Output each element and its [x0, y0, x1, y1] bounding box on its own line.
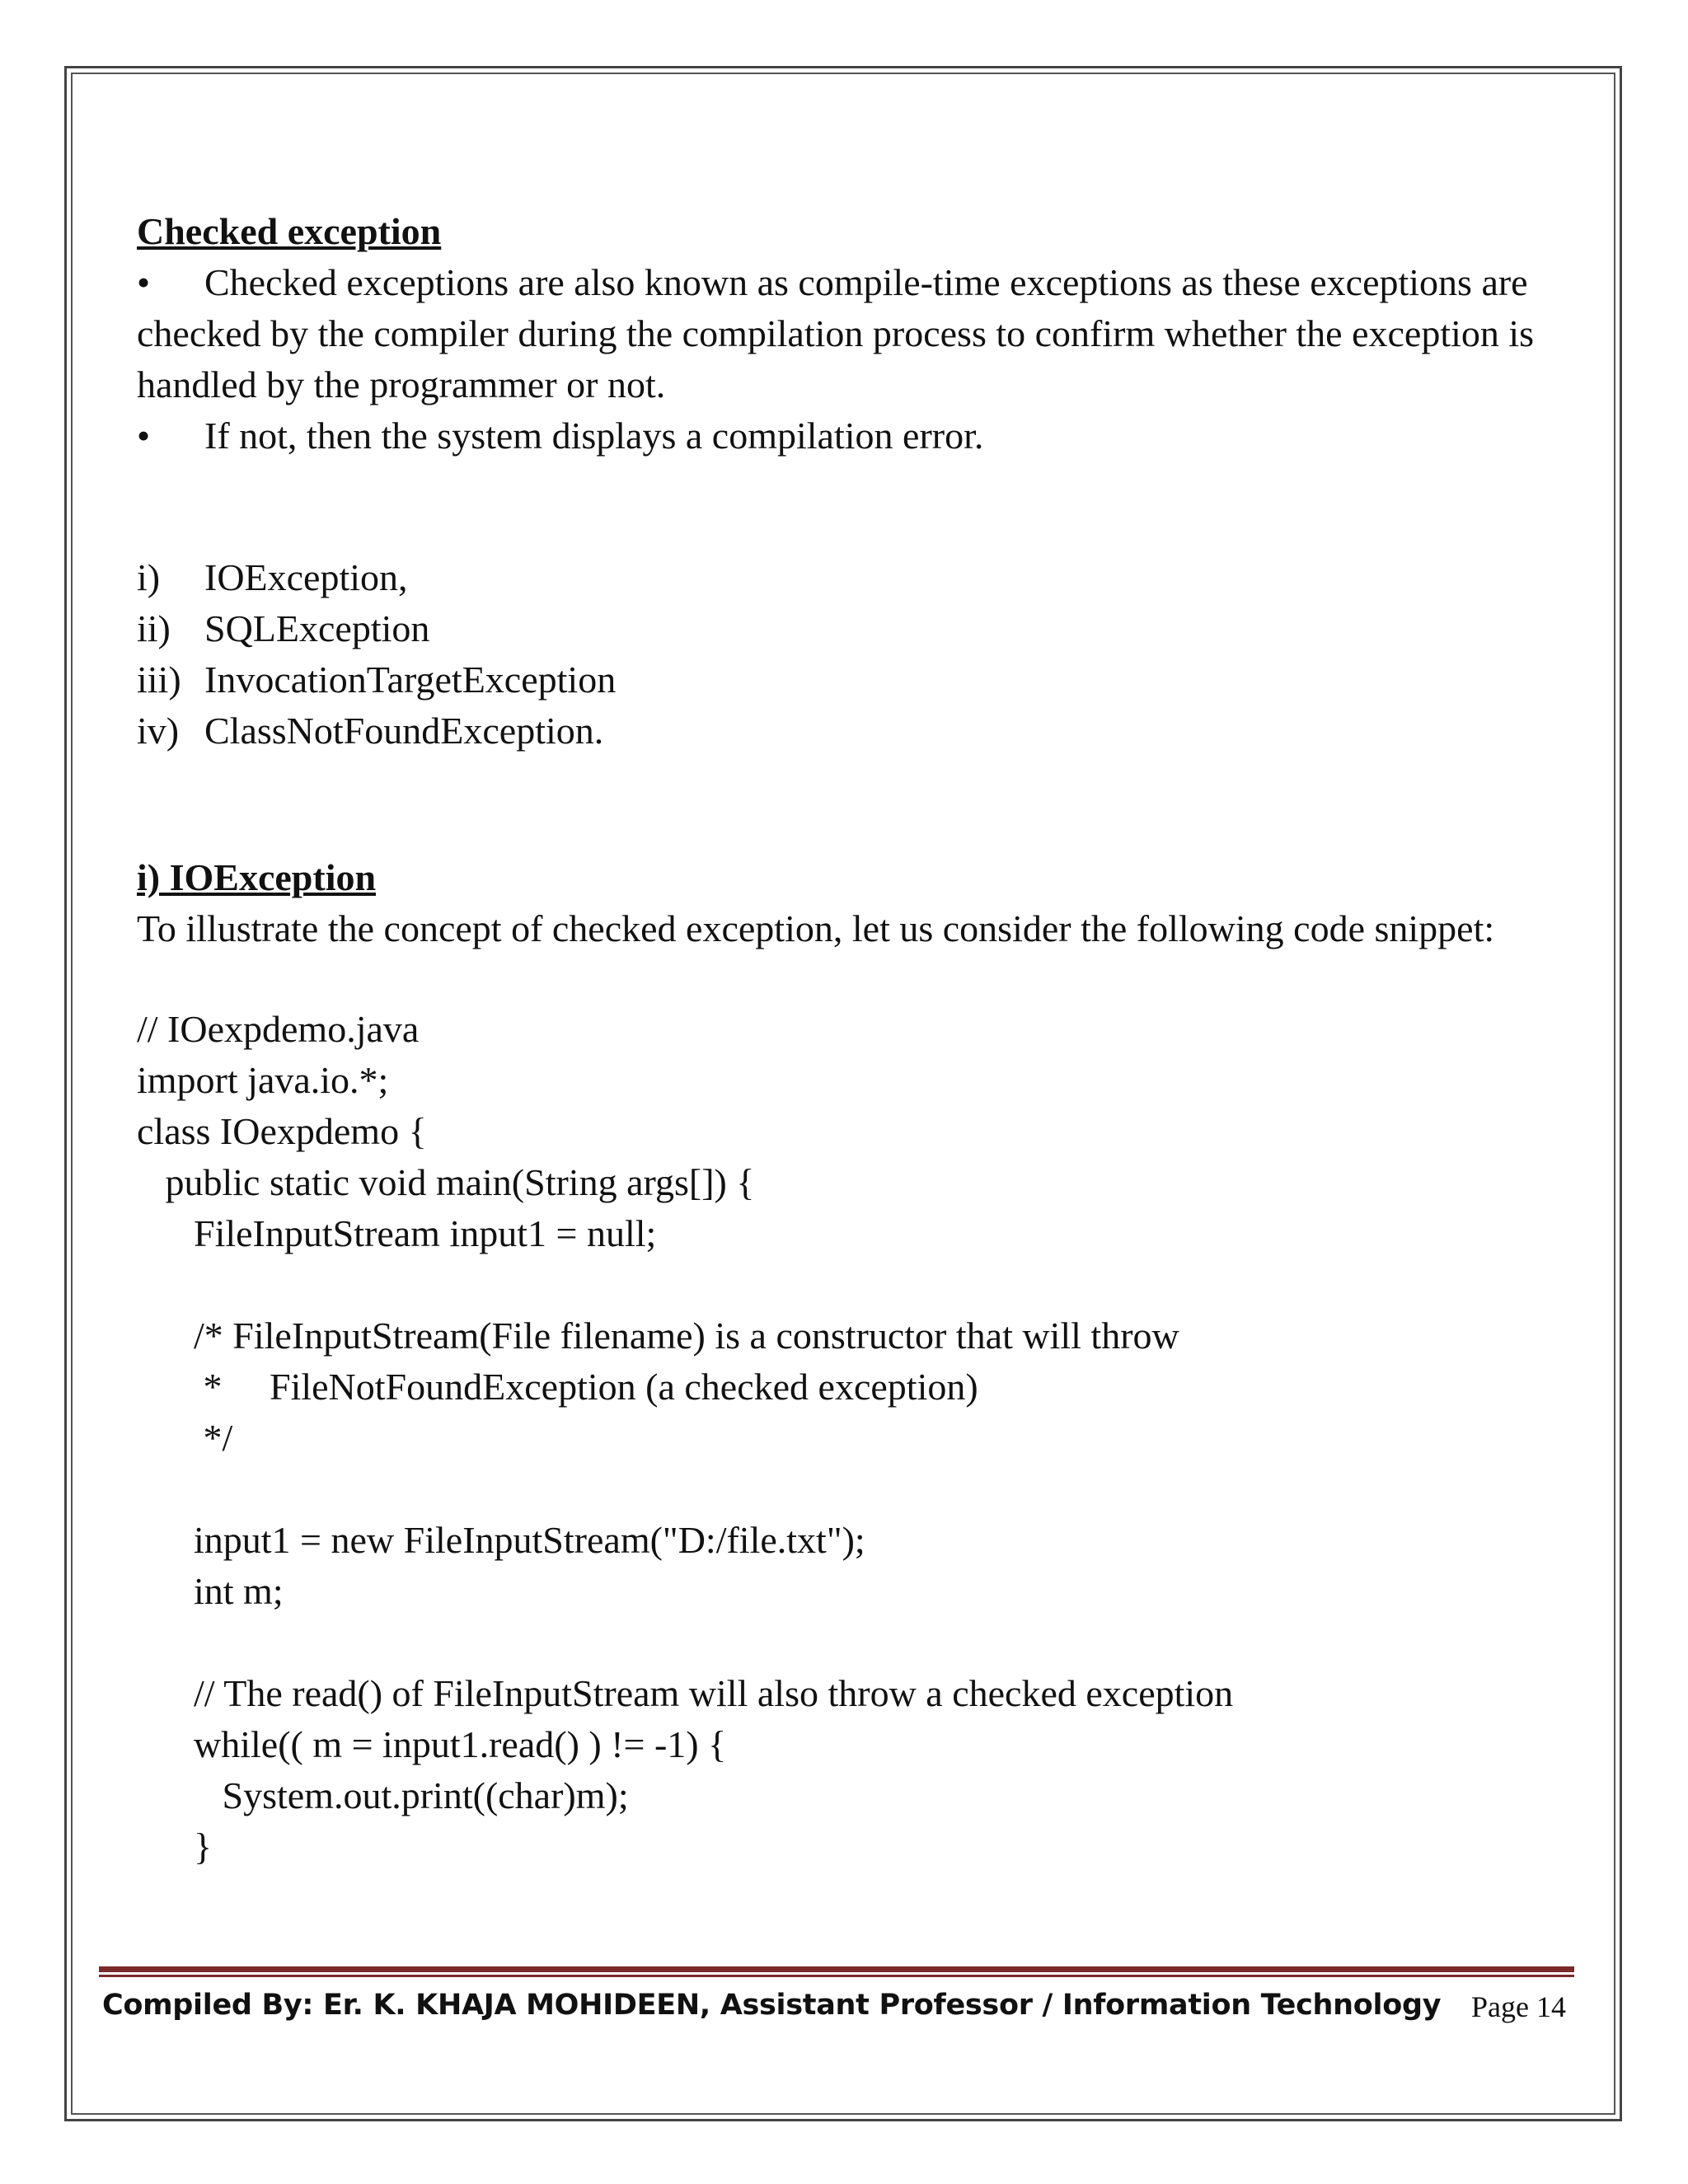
- code-line: */: [137, 1417, 233, 1459]
- list-marker: i): [137, 556, 161, 598]
- list-item-text: IOException,: [204, 556, 408, 598]
- list-item: [137, 552, 1571, 603]
- code-line: [137, 1259, 1571, 1310]
- footer-divider-thin: [99, 1975, 1574, 1977]
- spacer: [137, 462, 1571, 552]
- bullet-icon: •: [137, 261, 151, 303]
- list-item-text: InvocationTargetException: [204, 658, 617, 701]
- code-line: }: [137, 1825, 213, 1868]
- examples-list: [137, 552, 1571, 757]
- code-line: // The read() of FileInputStream will also throw a checked exception: [137, 1672, 1234, 1714]
- code-line: // IOexpdemo.java: [137, 1008, 420, 1050]
- code-line: input1 = new FileInputStream("D:/file.txt");: [137, 1519, 865, 1561]
- list-marker: iv): [137, 710, 180, 752]
- list-item: [137, 603, 1571, 654]
- code-line: import java.io.*;: [137, 1059, 389, 1101]
- spacer: [137, 757, 1571, 852]
- bullet-text: If not, then the system displays a compilation error.: [204, 415, 984, 457]
- page-content: [137, 206, 1571, 1872]
- bullet-text: Checked exceptions are also known as compile-time exceptions as these exceptions are checked by the compiler during the compilation process to confirm whether the exception is handled by the programmer or not.: [137, 261, 1535, 405]
- bullet-paragraph-1: [137, 257, 1571, 410]
- list-item: [137, 705, 1571, 757]
- section-heading-checked-exception: Checked exception: [137, 210, 442, 252]
- footer-compiled-by: Compiled By: Er. K. KHAJA MOHIDEEN, Assistant Professor / Information Technology: [102, 1989, 1442, 2022]
- code-line: class IOexpdemo {: [137, 1110, 427, 1152]
- list-marker: ii): [137, 607, 171, 649]
- code-line: FileInputStream input1 = null;: [137, 1212, 657, 1254]
- intro-paragraph: To illustrate the concept of checked exception, let us consider the following code snippet:: [137, 907, 1495, 949]
- list-marker: iii): [137, 658, 181, 701]
- section-heading-ioexception: i) IOException: [137, 856, 377, 898]
- code-line: System.out.print((char)m);: [137, 1774, 629, 1816]
- list-item-text: ClassNotFoundException.: [204, 710, 604, 752]
- code-line: int m;: [137, 1570, 284, 1612]
- code-line: * FileNotFoundException (a checked exception): [137, 1366, 978, 1408]
- code-line: public static void main(String args[]) {: [137, 1161, 755, 1203]
- code-line: [137, 1464, 1571, 1515]
- footer-page-number: Page 14: [1471, 1990, 1566, 2023]
- code-line: while(( m = input1.read() ) != -1) {: [137, 1723, 727, 1765]
- footer-divider: [99, 1966, 1574, 1972]
- bullet-icon: •: [137, 415, 151, 457]
- code-line: /* FileInputStream(File filename) is a constructor that will throw: [137, 1315, 1179, 1357]
- spacer: [137, 954, 1571, 1004]
- bullet-paragraph-2: [137, 410, 1571, 462]
- list-item-text: SQLException: [204, 607, 430, 649]
- code-line: [137, 1617, 1571, 1668]
- list-item: [137, 654, 1571, 705]
- code-snippet: [137, 1004, 1571, 1872]
